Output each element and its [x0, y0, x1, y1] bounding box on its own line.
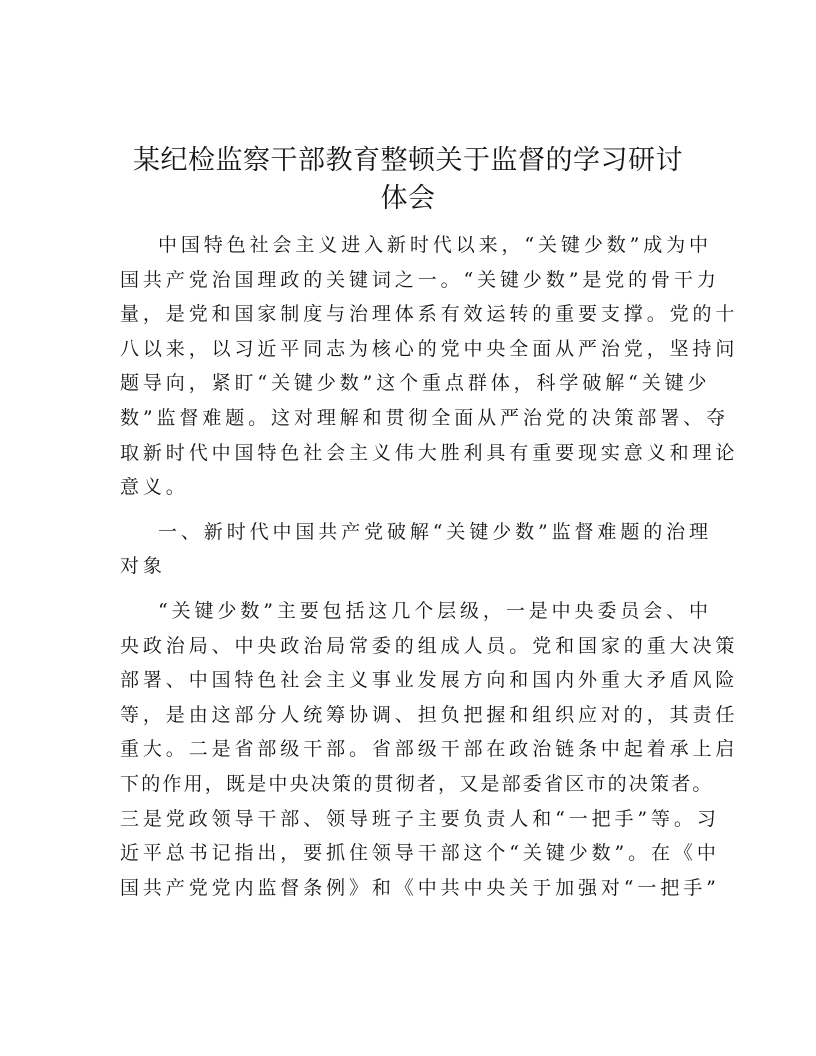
- text-line: 央政治局、中央政治局常委的组成人员。党和国家的重大决策: [120, 634, 739, 657]
- document-title: [120, 142, 696, 218]
- text-line: 题导向，紧盯“关键少数”这个重点群体，科学破解“关键少: [120, 372, 711, 395]
- text-line: 国共产党治国理政的关键词之一。“关键少数”是党的骨干力: [120, 268, 720, 291]
- text-line: 重大。二是省部级干部。省部级干部在政治链条中起着承上启: [120, 738, 739, 761]
- text-line: 数”监督难题。这对理解和贯彻全面从严治党的决策部署、夺: [120, 406, 730, 429]
- paragraph-intro: [120, 228, 739, 505]
- text-line: 部署、中国特色社会主义事业发展方向和国内外重大矛盾风险: [120, 669, 739, 692]
- text-line: 量，是党和国家制度与治理体系有效运转的重要支撑。党的十: [120, 303, 739, 326]
- text-line: 等，是由这部分人统筹协调、担负把握和组织应对的，其责任: [120, 703, 739, 726]
- text-line: 取新时代中国特色社会主义伟大胜利具有重要现实意义和理论: [120, 441, 739, 464]
- text-line: 近平总书记指出，要抓住领导干部这个“关键少数”。在《中: [120, 842, 720, 865]
- title-line: 某纪检监察干部教育整顿关于监督的学习研讨: [133, 145, 683, 176]
- text-line: 三是党政领导干部、领导班子主要负责人和“一把手”等。习: [120, 807, 720, 830]
- text-line: 中国特色社会主义进入新时代以来，“关键少数”成为中: [158, 234, 712, 256]
- section-heading-1: [120, 515, 712, 584]
- document-body: [120, 228, 739, 905]
- text-line: 八以来，以习近平同志为核心的党中央全面从严治党，坚持问: [120, 337, 739, 360]
- text-line: “关键少数”主要包括这几个层级，一是中央委员会、中: [158, 599, 712, 622]
- paragraph-key-minority: [120, 594, 739, 905]
- text-line: 下的作用，既是中央决策的贯彻者，又是部委省区市的决策者。: [120, 772, 714, 795]
- title-line: 体会: [380, 183, 436, 214]
- text-line: 对象: [120, 555, 166, 578]
- text-line: 一、新时代中国共产党破解“关键少数”监督难题的治理: [158, 520, 712, 543]
- text-line: 意义。: [120, 476, 189, 499]
- text-line: 国共产党党内监督条例》和《中共中央关于加强对“一把手”: [120, 876, 720, 899]
